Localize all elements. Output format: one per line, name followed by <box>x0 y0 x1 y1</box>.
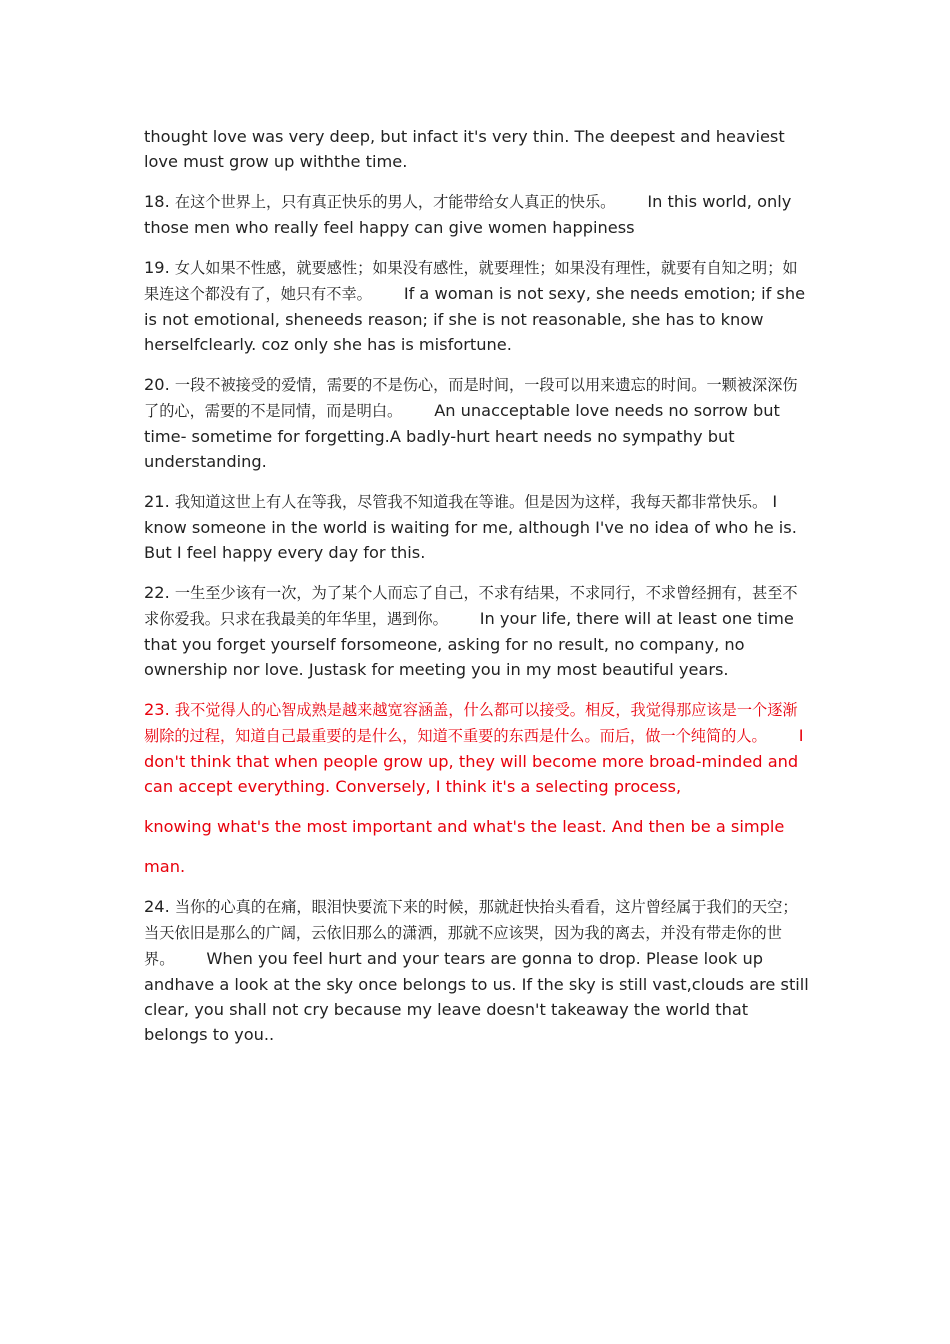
paragraph-23-ending <box>144 854 810 879</box>
paragraph-17-continuation <box>144 124 810 174</box>
chinese-text: 女人如果不性感，就要感性；如果没有感性，就要理性；如果没有理性，就要有自知之明；如果连这个都没有了，她只有不幸。 <box>144 259 798 303</box>
chinese-text: 我知道这世上有人在等我，尽管我不知道我在等谁。但是因为这样，我每天都非常快乐。 <box>174 493 768 511</box>
paragraph-24 <box>144 894 810 1047</box>
english-text: knowing what's the most important and what's the least. And then be a simple <box>144 817 785 836</box>
english-text: When you feel hurt and your tears are gonna to drop. Please look up andhave a look at the sky once belongs to us. If the sky is still vast,clouds are still clear, you shall not cry because my leave doesn't takeaway the world that belongs to you.. <box>144 949 809 1044</box>
item-number: 18. <box>144 192 170 211</box>
item-number: 19. <box>144 258 170 277</box>
paragraph-23-continuation <box>144 814 810 839</box>
chinese-text: 一生至少该有一次，为了某个人而忘了自己，不求有结果，不求同行，不求曾经拥有，甚至不求你爱我。只求在我最美的年华里，遇到你。 <box>144 584 798 628</box>
item-number: 22. <box>144 583 170 602</box>
english-text: I know someone in the world is waiting for me, although I've no idea of who he is. But I feel happy every day for this. <box>144 492 797 562</box>
paragraph-19 <box>144 255 810 357</box>
chinese-text: 当你的心真的在痛，眼泪快要流下来的时候，那就赶快抬头看看，这片曾经属于我们的天空；当天依旧是那么的广阔，云依旧那么的潇洒，那就不应该哭，因为我的离去，并没有带走你的世界。 <box>144 898 798 968</box>
paragraph-20 <box>144 372 810 474</box>
document-page <box>144 124 810 1062</box>
paragraph-21 <box>144 489 810 565</box>
english-text: thought love was very deep, but infact it's very thin. The deepest and heaviest love must grow up withthe time. <box>144 127 785 171</box>
chinese-text: 我不觉得人的心智成熟是越来越宽容涵盖，什么都可以接受。相反，我觉得那应该是一个逐渐剔除的过程，知道自己最重要的是什么，知道不重要的东西是什么。而后，做一个纯简的人。 <box>144 701 798 745</box>
english-text: man. <box>144 857 186 876</box>
chinese-text: 一段不被接受的爱情，需要的不是伤心，而是时间，一段可以用来遗忘的时间。一颗被深深伤了的心，需要的不是同情，而是明白。 <box>144 376 798 420</box>
item-number: 21. <box>144 492 170 511</box>
paragraph-23-highlighted <box>144 697 810 799</box>
item-number: 20. <box>144 375 170 394</box>
paragraph-18 <box>144 189 810 240</box>
paragraph-22 <box>144 580 810 682</box>
item-number: 24. <box>144 897 170 916</box>
item-number: 23. <box>144 700 170 719</box>
chinese-text: 在这个世界上，只有真正快乐的男人，才能带给女人真正的快乐。 <box>174 193 616 211</box>
english-text: In your life, there will at least one time that you forget yourself forsomeone, asking for no result, no company, no ownership nor love. Justask for meeting you in my most beautiful years. <box>144 609 794 679</box>
english-text: An unacceptable love needs no sorrow but time- sometime for forgetting.A badly-hurt heart needs no sympathy but understanding. <box>144 401 780 471</box>
english-text: If a woman is not sexy, she needs emotion; if she is not emotional, sheneeds reason; if she is not reasonable, she has to know herselfclearly. coz only she has is misfortune. <box>144 284 806 354</box>
english-text: In this world, only those men who really feel happy can give women happiness <box>144 192 792 237</box>
english-text: I don't think that when people grow up, they will become more broad-minded and can accept everything. Conversely, I think it's a selecting process, <box>144 726 804 796</box>
